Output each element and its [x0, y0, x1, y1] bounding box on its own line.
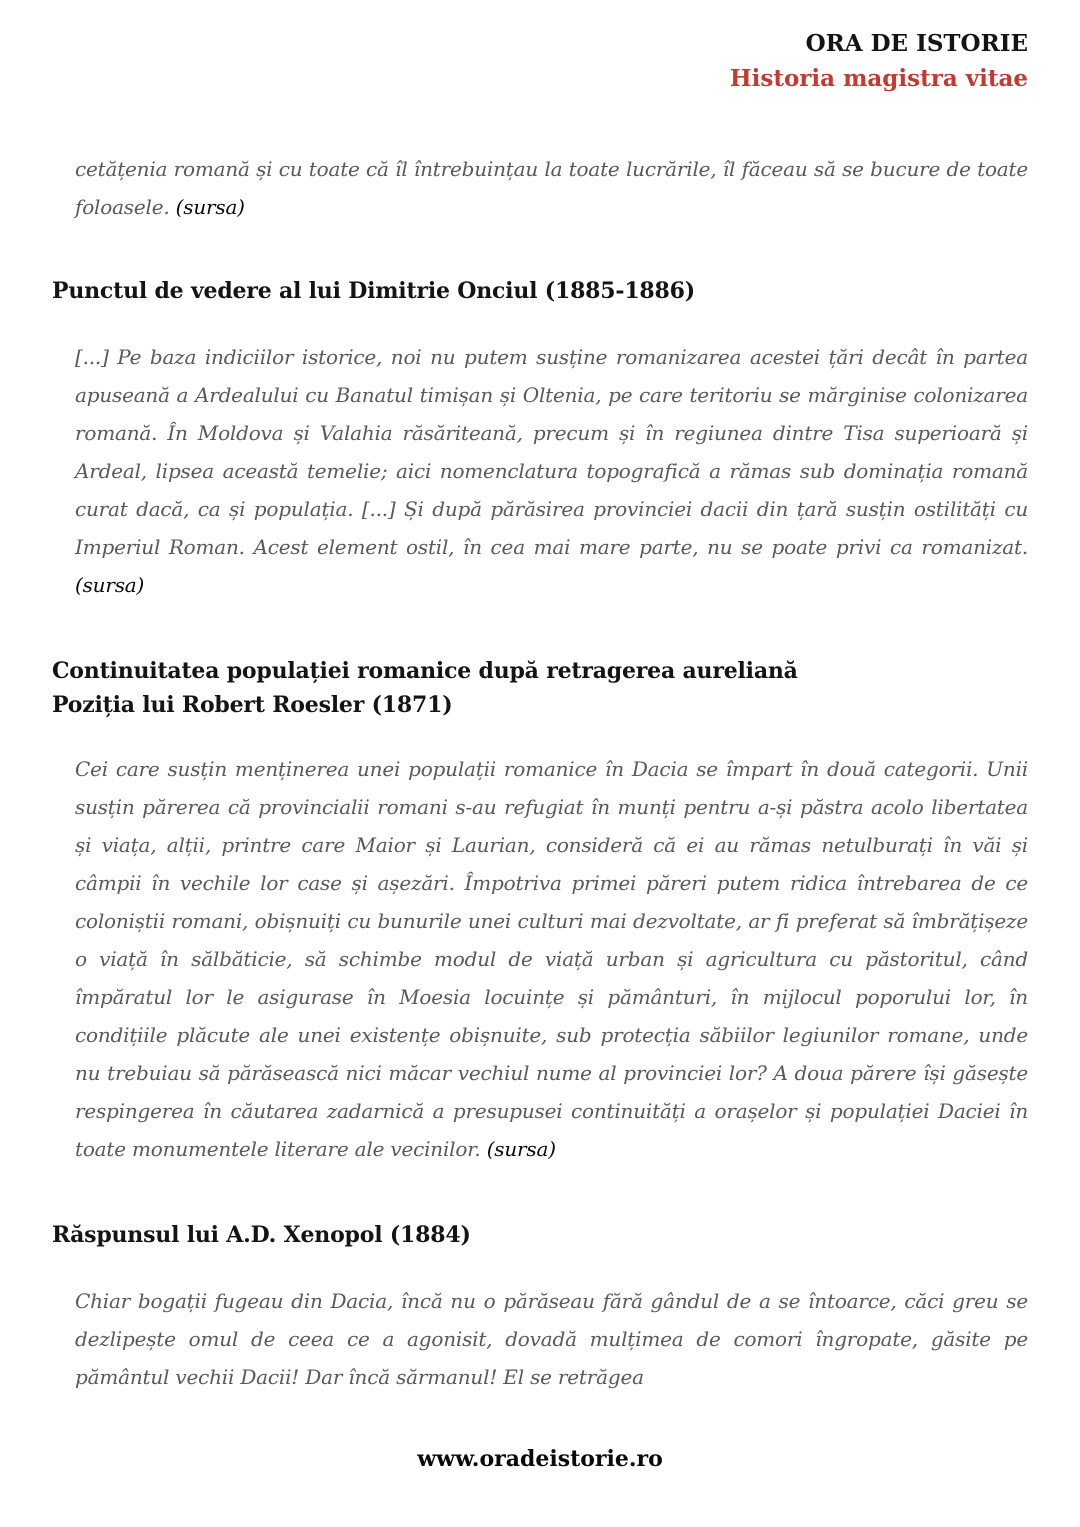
- page-header: [52, 26, 1028, 96]
- quote-roesler-text: Cei care susțin menținerea unei populații romanice în Dacia se împart în două categorii. Unii susțin părerea că provincialii romani s-au refugiat în munți pentru a-și păstra acolo libertatea și viața, alții, printre care Maior și Laurian, consideră că ei au rămas netulburați în văi și câmpii în vechile lor case și așezări. Împotriva primei păreri putem ridica întrebarea de ce coloniștii romani, obișnuiți cu bunurile unei culturi mai dezvoltate, ar fi preferat să îmbrățișeze o viață în sălbăticie, să schimbe modul de viață urban și agricultura cu păstoritul, când împăratul lor le asigurase în Moesia locuințe și pământuri, în mijlocul poporului lor, în condițiile plăcute ale unei existențe obișnuite, sub protecția săbiilor legiunilor romane, unde nu trebuiau să părăsească nici măcar vechiul nume al provinciei lor? A doua părere își găsește respingerea în căutarea zadarnică a presupusei continuități a orașelor și populației Daciei în toate monumentele literare ale vecinilor.: [75, 757, 1028, 1161]
- heading-roesler-line2: Poziția lui Robert Roesler (1871): [52, 692, 453, 718]
- page-footer: [52, 1444, 1028, 1474]
- heading-onciul: Punctul de vedere al lui Dimitrie Onciul (1885-1886): [52, 278, 695, 304]
- quote-roesler: [75, 750, 1028, 1168]
- heading-roesler-line1: Continuitatea populației romanice după retragerea aureliană: [52, 658, 798, 684]
- quote-onciul: [75, 338, 1028, 604]
- source-link-onciul[interactable]: (sursa): [75, 573, 145, 597]
- quote-intro: [75, 150, 1028, 226]
- site-title: ORA DE ISTORIE: [805, 30, 1028, 57]
- site-url: www.oradeistorie.ro: [417, 1446, 663, 1472]
- heading-roesler: [52, 654, 1028, 722]
- quote-xenopol: [75, 1282, 1028, 1396]
- quote-intro-text: cetățenia romană și cu toate că îl întrebuințau la toate lucrările, îl făceau să se bucure de toate foloasele.: [75, 157, 1028, 219]
- source-link-roesler[interactable]: (sursa): [486, 1137, 556, 1161]
- quote-xenopol-text: Chiar bogații fugeau din Dacia, încă nu o părăseau fără gândul de a se întoarce, căci greu se dezlipește omul de ceea ce a agonisit, dovadă mulțimea de comori îngropate, găsite pe pământul vechii Dacii! Dar încă sărmanul! El se retrăgea: [75, 1289, 1028, 1389]
- site-tagline: Historia magistra vitae: [729, 65, 1028, 92]
- heading-xenopol: Răspunsul lui A.D. Xenopol (1884): [52, 1222, 471, 1248]
- source-link-intro[interactable]: (sursa): [175, 195, 245, 219]
- quote-onciul-text: [...] Pe baza indiciilor istorice, noi nu putem susține romanizarea acestei țări decât în partea apuseană a Ardealului cu Banatul timișan și Oltenia, pe care teritoriu se mărginise colonizarea romană. În Moldova și Valahia răsăriteană, precum și în regiunea dintre Tisa superioară și Ardeal, lipsea această temelie; aici nomenclatura topografică a rămas sub dominația romană curat dacă, ca și populația. [...] Și după părăsirea provinciei dacii din țară susțin ostilități cu Imperiul Roman. Acest element ostil, în cea mai mare parte, nu se poate privi ca romanizat.: [75, 345, 1028, 559]
